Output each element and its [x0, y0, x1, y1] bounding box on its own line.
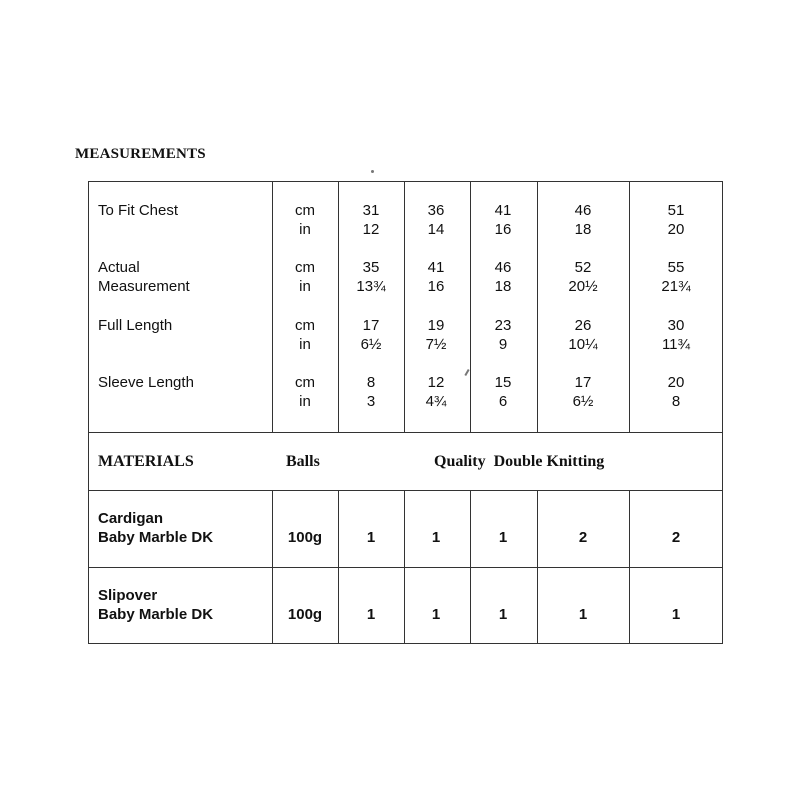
- size-value: 20½: [568, 278, 598, 295]
- row-label: To Fit Chest: [98, 202, 179, 219]
- size-value: 19: [427, 317, 445, 334]
- size-value: 4¾: [425, 393, 447, 410]
- size-value: 8: [671, 393, 681, 410]
- size-value: 3: [366, 393, 376, 410]
- ball-count: 1: [431, 606, 441, 623]
- size-value: 6: [498, 393, 508, 410]
- size-value: 26: [574, 317, 592, 334]
- size-value: 55: [667, 259, 685, 276]
- size-value: 35: [362, 259, 380, 276]
- size-value: 15: [494, 374, 512, 391]
- size-value: 36: [427, 202, 445, 219]
- size-value: 51: [667, 202, 685, 219]
- row-label: Measurement: [98, 278, 190, 295]
- unit-label: in: [299, 336, 311, 353]
- size-value: 6½: [360, 336, 382, 353]
- size-value: 12: [362, 221, 380, 238]
- row-divider: [88, 567, 723, 568]
- ball-count: 2: [671, 529, 681, 546]
- row-divider: [88, 432, 723, 433]
- ball-count: 1: [498, 529, 508, 546]
- size-value: 17: [362, 317, 380, 334]
- unit-label: in: [299, 221, 311, 238]
- size-value: 16: [494, 221, 512, 238]
- unit-label: cm: [295, 259, 315, 276]
- unit-label: cm: [295, 202, 315, 219]
- size-value: 7½: [425, 336, 447, 353]
- size-value: 46: [494, 259, 512, 276]
- ball-count: 1: [578, 606, 588, 623]
- ball-count: 1: [366, 606, 376, 623]
- size-value: 8: [366, 374, 376, 391]
- yarn-name: Cardigan: [98, 510, 164, 527]
- ball-count: 1: [498, 606, 508, 623]
- size-value: 20: [667, 374, 685, 391]
- size-value: 31: [362, 202, 380, 219]
- size-value: 18: [494, 278, 512, 295]
- yarn-name: Baby Marble DK: [98, 606, 214, 623]
- ball-weight: 100g: [287, 529, 323, 546]
- size-value: 10¼: [568, 336, 598, 353]
- size-value: 16: [427, 278, 445, 295]
- row-label: Full Length: [98, 317, 173, 334]
- unit-label: in: [299, 393, 311, 410]
- measurements-heading: MEASUREMENTS: [75, 146, 206, 162]
- yarn-name: Baby Marble DK: [98, 529, 214, 546]
- ball-weight: 100g: [287, 606, 323, 623]
- size-value: 23: [494, 317, 512, 334]
- size-value: 13¾: [356, 278, 386, 295]
- row-label: Actual: [98, 259, 140, 276]
- size-value: 20: [667, 221, 685, 238]
- balls-header: Balls: [286, 453, 320, 470]
- quality-header: Quality Double Knitting: [434, 453, 605, 470]
- size-value: 46: [574, 202, 592, 219]
- size-value: 9: [498, 336, 508, 353]
- row-label: Sleeve Length: [98, 374, 194, 391]
- size-value: 21¾: [661, 278, 691, 295]
- size-value: 52: [574, 259, 592, 276]
- row-divider: [88, 490, 723, 491]
- size-value: 14: [427, 221, 445, 238]
- size-value: 11¾: [661, 336, 691, 353]
- size-value: 18: [574, 221, 592, 238]
- ball-count: 1: [366, 529, 376, 546]
- materials-title: MATERIALS: [98, 453, 194, 470]
- size-value: 41: [494, 202, 512, 219]
- ball-count: 1: [671, 606, 681, 623]
- ball-count: 1: [431, 529, 441, 546]
- size-value: 12: [427, 374, 445, 391]
- yarn-name: Slipover: [98, 587, 158, 604]
- column-divider: [629, 181, 630, 432]
- size-value: 41: [427, 259, 445, 276]
- unit-label: in: [299, 278, 311, 295]
- size-value: 30: [667, 317, 685, 334]
- column-divider: [629, 490, 630, 643]
- ball-count: 2: [578, 529, 588, 546]
- size-value: 6½: [572, 393, 594, 410]
- sizing-table: [88, 181, 723, 644]
- unit-label: cm: [295, 317, 315, 334]
- size-value: 17: [574, 374, 592, 391]
- unit-label: cm: [295, 374, 315, 391]
- scan-speck: [371, 170, 374, 173]
